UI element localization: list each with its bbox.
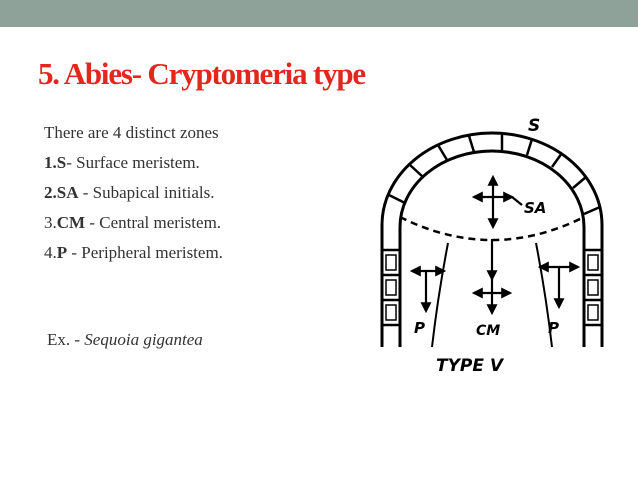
label-cm: CM [476,323,501,339]
zone-description: - Central meristem. [85,213,222,232]
label-sa: SA [524,199,547,217]
zone-number: 3. [44,213,57,232]
slide-title: 5. Abies- Cryptomeria type [38,56,365,91]
label-s: S [528,116,541,136]
zone-item-sa [44,178,364,208]
example-prefix: Ex. - [47,330,85,349]
zone-abbr: S [56,153,67,172]
shoot-apex-diagram [372,115,612,385]
zone-description: - Peripheral meristem. [67,243,223,262]
zone-number: 1. [44,153,57,172]
zone-item-cm [44,208,364,238]
zone-abbr: CM [56,213,86,232]
zone-description: - Subapical initials. [78,183,215,202]
zone-number: 4. [44,243,57,262]
example-text [47,330,203,350]
label-p-left: P [414,319,425,337]
growth-arrows [412,177,578,313]
zone-number: 2. [44,183,57,202]
zone-abbr: P [56,243,68,262]
zone-abbr: SA [56,183,79,202]
zone-item-s [44,148,364,178]
zone-description: - Surface meristem. [66,153,200,172]
intro-text: There are 4 distinct zones [44,123,219,142]
diagram-caption: TYPE V [436,356,504,376]
zone-item-p [44,238,364,268]
label-p-right: P [548,319,559,337]
slide-content [44,118,364,268]
top-bar [0,0,638,27]
example-species: Sequoia gigantea [84,330,203,349]
